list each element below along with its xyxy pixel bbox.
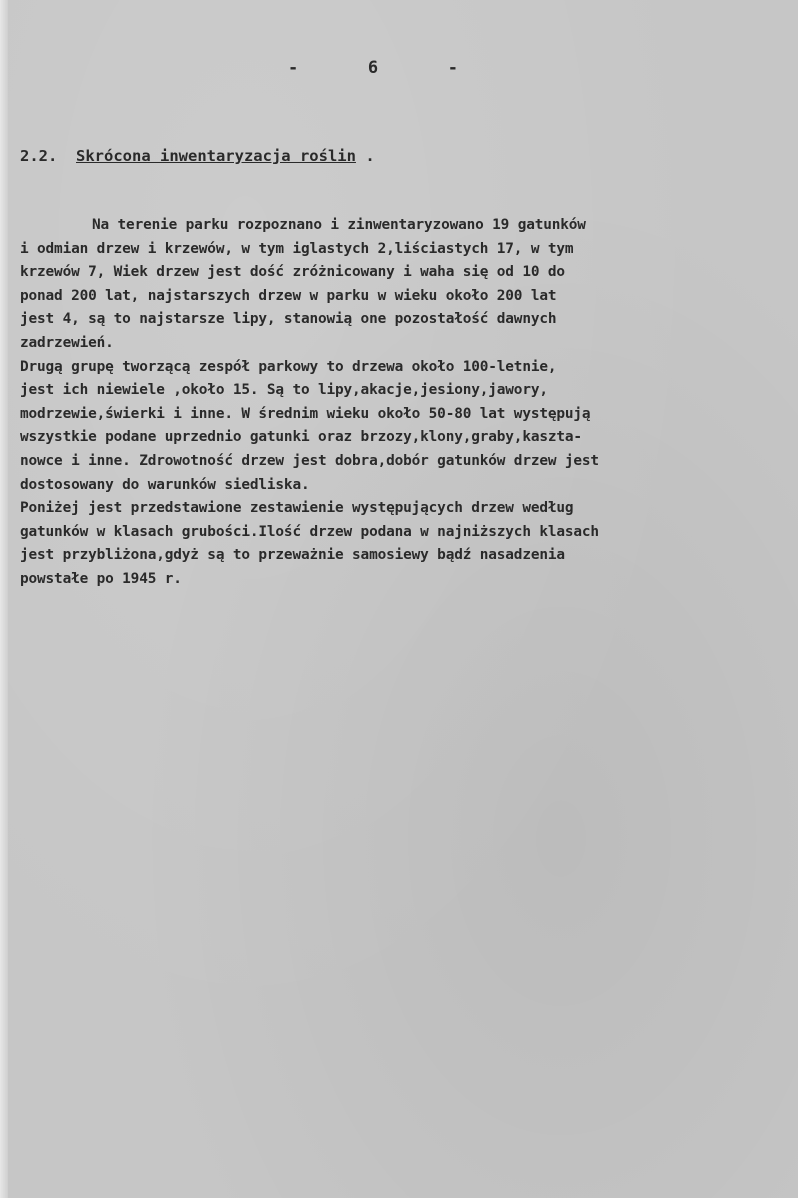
section-trailing-dot: . <box>365 147 375 165</box>
text-line: dostosowany do warunków siedliska. <box>20 476 310 493</box>
text-line: gatunków w klasach grubości.Ilość drzew podana w najniższych klasach <box>20 523 599 540</box>
text-line: jest 4, są to najstarsze lipy, stanowią one pozostałość dawnych <box>20 311 557 328</box>
page-number-value: 6 <box>367 58 379 78</box>
text-line: krzewów 7, Wiek drzew jest dość zróżnicowany i waha się od 10 do <box>20 264 565 281</box>
text-line: powstałe po 1945 r. <box>20 570 182 587</box>
text-line: jest przybliżona,gdyż są to przeważnie samosiewy bądź nasadzenia <box>20 547 565 564</box>
section-title: Skrócona inwentaryzacja roślin <box>76 147 356 165</box>
text-line: i odmian drzew i krzewów, w tym iglastych 2,liściastych 17, w tym <box>20 240 574 257</box>
section-heading <box>20 147 375 165</box>
section-number: 2.2. <box>20 147 58 165</box>
document-page <box>8 0 798 1198</box>
page-number-right-dash: - <box>447 58 458 78</box>
body-text <box>20 214 790 592</box>
paper-left-edge <box>0 0 8 1198</box>
text-line: jest ich niewiele ,około 15. Są to lipy,akacje,jesiony,jawory, <box>20 382 548 399</box>
page-number-left-dash: - <box>288 58 299 78</box>
text-line: Drugą grupę tworzącą zespół parkowy to drzewa około 100-letnie, <box>20 358 557 375</box>
text-line: modrzewie,świerki i inne. W średnim wieku około 50-80 lat występują <box>20 405 591 422</box>
text-line: zadrzewień. <box>20 334 114 351</box>
page-number <box>288 58 458 78</box>
text-line: Poniżej jest przedstawione zestawienie występujących drzew według <box>20 500 574 517</box>
text-line: nowce i inne. Zdrowotność drzew jest dobra,dobór gatunków drzew jest <box>20 452 599 469</box>
text-line: ponad 200 lat, najstarszych drzew w parku w wieku około 200 lat <box>20 287 557 304</box>
text-line: Na terenie parku rozpoznano i zinwentaryzowano 19 gatunków <box>92 217 586 233</box>
text-line: wszystkie podane uprzednio gatunki oraz brzozy,klony,graby,kaszta- <box>20 429 582 446</box>
